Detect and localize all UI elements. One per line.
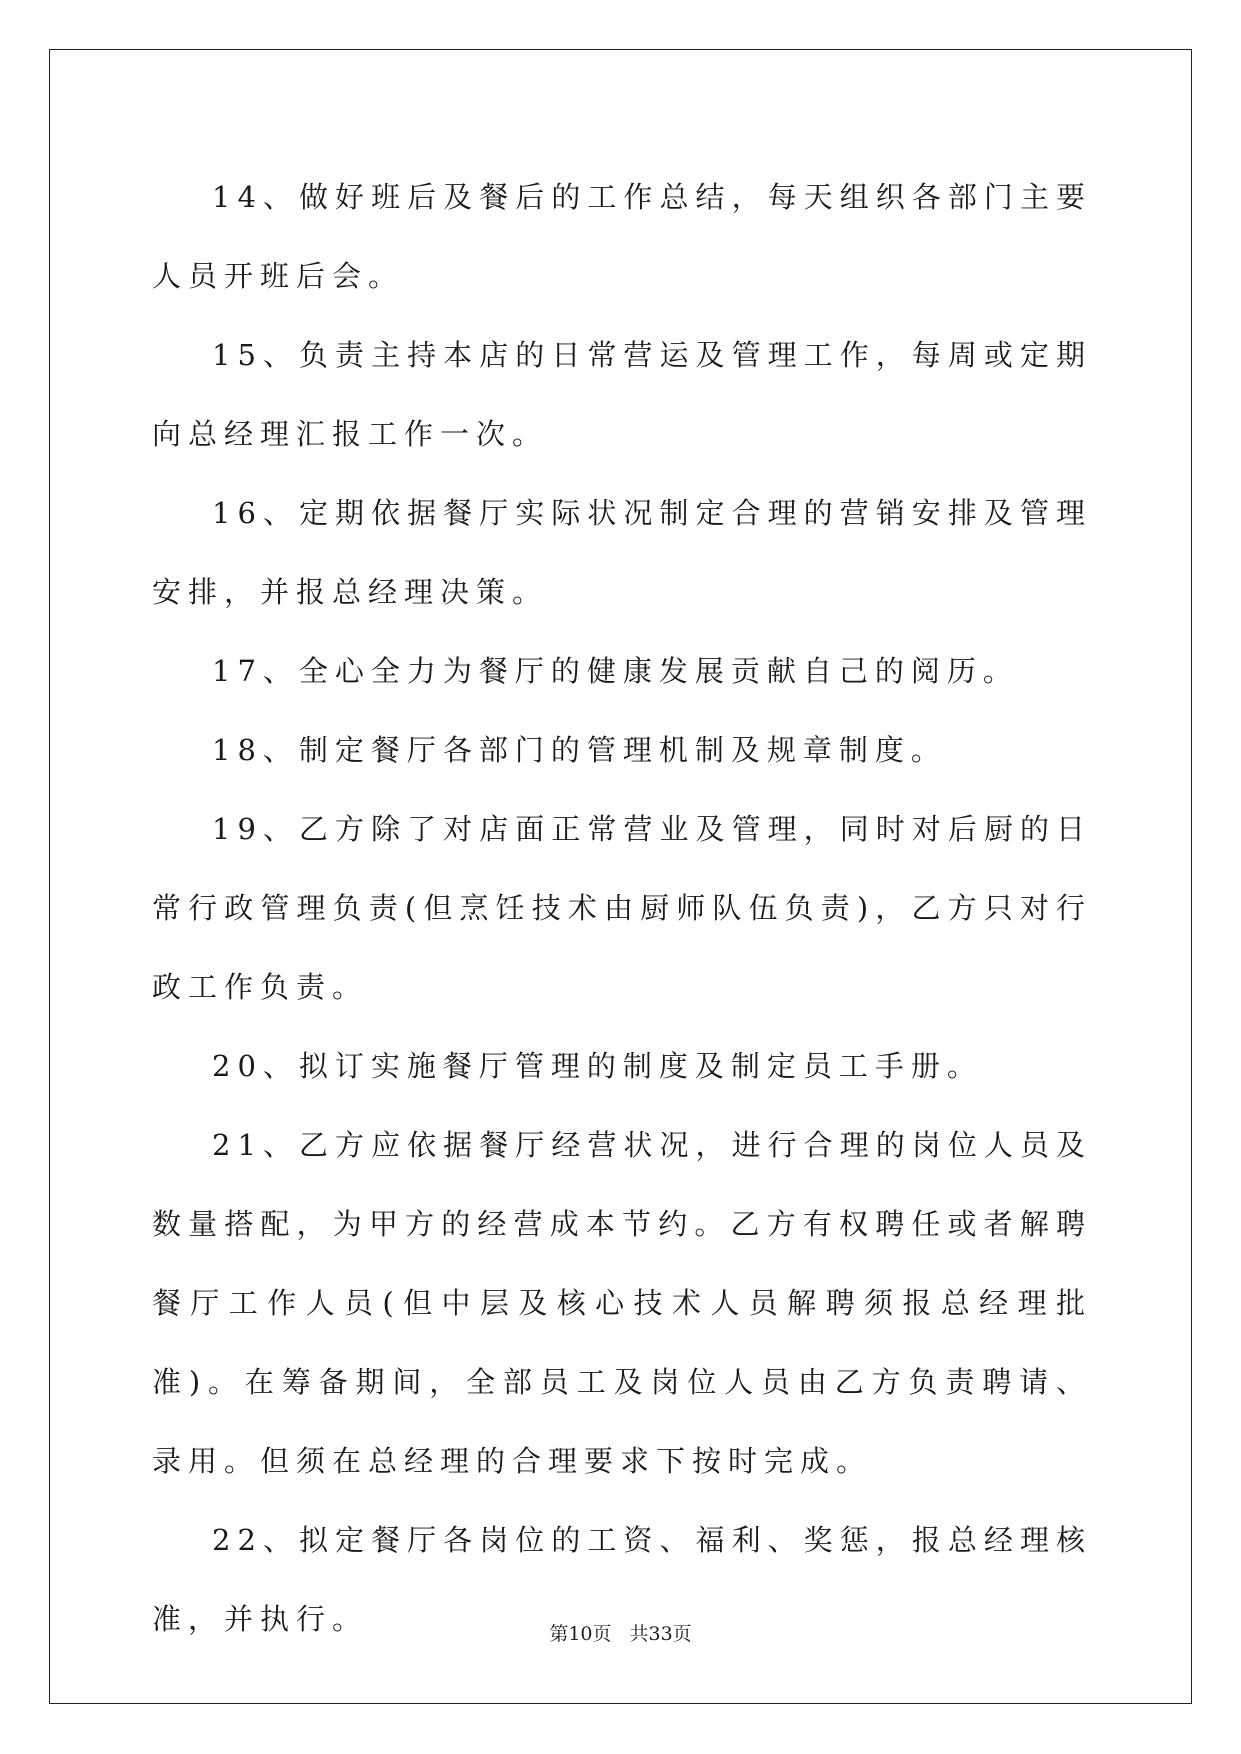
paragraph-22: 22、拟定餐厅各岗位的工资、福利、奖惩，报总经理核准，并执行。 [152, 1523, 1092, 1636]
page-total: 共33页 [629, 1623, 692, 1645]
page-number: 第10页 [549, 1623, 612, 1645]
paragraph-19: 19、乙方除了对店面正常营业及管理，同时对后厨的日常行政管理负责(但烹饪技术由厨师队伍负责)，乙方只对行政工作负责。 [152, 812, 1092, 1004]
page-footer [0, 1621, 1241, 1647]
paragraph-21: 21、乙方应依据餐厅经营状况，进行合理的岗位人员及数量搭配，为甲方的经营成本节约。乙方有权聘任或者解聘餐厅工作人员(但中层及核心技术人员解聘须报总经理批准)。在筹备期间，全部员工及岗位人员由乙方负责聘请、录用。但须在总经理的合理要求下按时完成。 [152, 1128, 1092, 1478]
paragraph-15: 15、负责主持本店的日常营运及管理工作，每周或定期向总经理汇报工作一次。 [152, 338, 1092, 451]
paragraph-20: 20、拟订实施餐厅管理的制度及制定员工手册。 [212, 1049, 983, 1083]
document-body [152, 158, 1092, 1659]
paragraph-18: 18、制定餐厅各部门的管理机制及规章制度。 [212, 733, 947, 767]
paragraph-14: 14、做好班后及餐后的工作总结，每天组织各部门主要人员开班后会。 [152, 180, 1092, 293]
paragraph-16: 16、定期依据餐厅实际状况制定合理的营销安排及管理安排，并报总经理决策。 [152, 496, 1092, 609]
paragraph-17: 17、全心全力为餐厅的健康发展贡献自己的阅历。 [212, 654, 1019, 688]
